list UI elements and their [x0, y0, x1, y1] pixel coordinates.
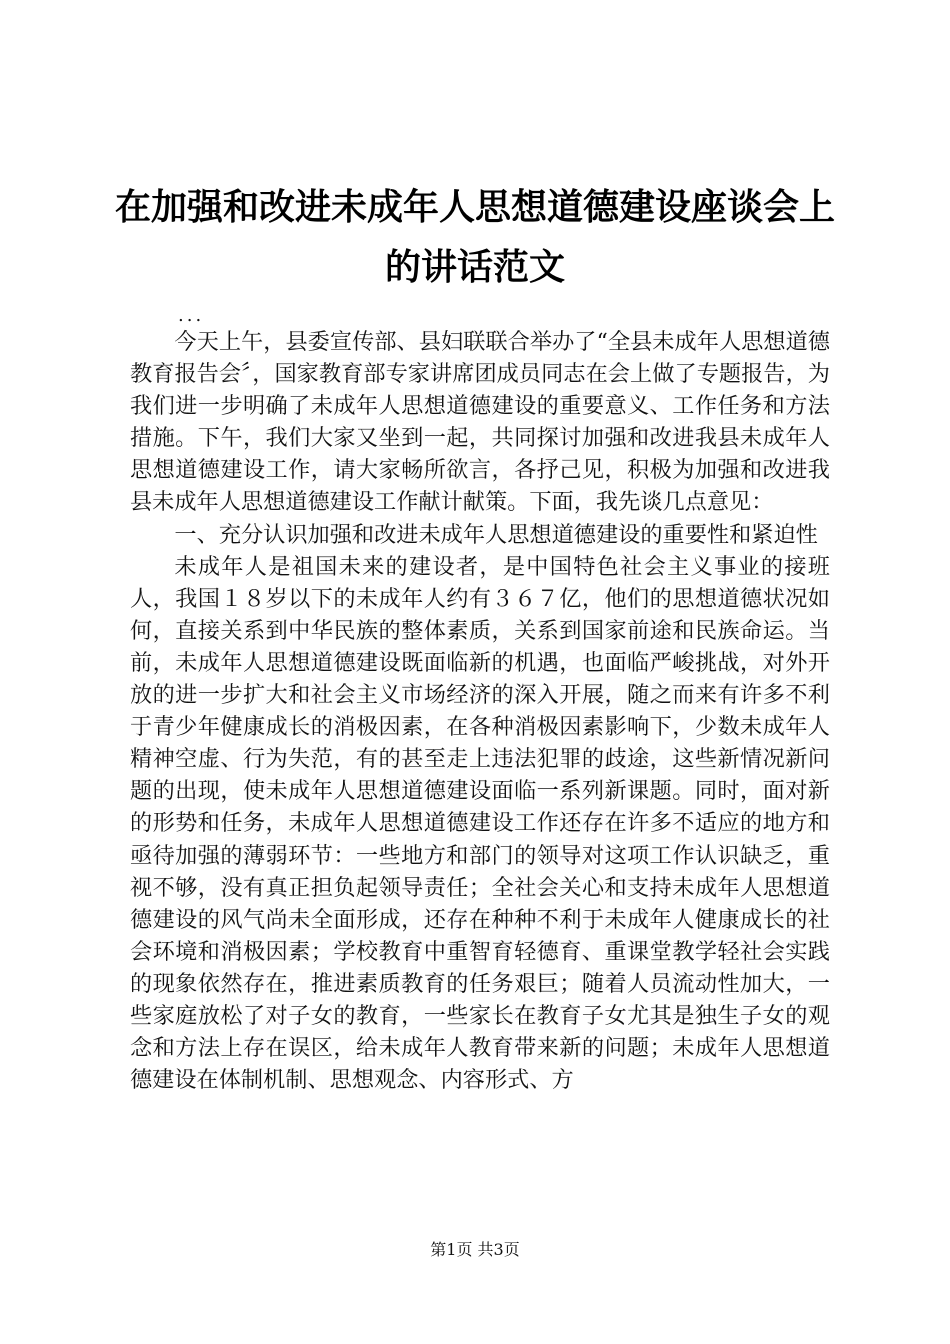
paragraph-section-1: 未成年人是祖国未来的建设者，是中国特色社会主义事业的接班人，我国１８岁以下的未成年人约有３６７亿，他们的思想道德状况如何，直接关系到中华民族的整体素质，关系到国家前途和民族命运。当前，未成年人思想道德建设既面临新的机遇，也面临严峻挑战，对外开放的进一步扩大和社会主义市场经济的深入开展，随之而来有许多不利于青少年健康成长的消极因素，在各种消极因素影响下，少数未成年人精神空虚、行为失范，有的甚至走上违法犯罪的歧途，这些新情况新问题的出现，使未成年人思想道德建设面临一系列新课题。同时，面对新的形势和任务，未成年人思想道德建设工作还存在许多不适应的地方和亟待加强的薄弱环节：一些地方和部门的领导对这项工作认识缺乏，重视不够，没有真正担负起领导责任；全社会关心和支持未成年人思想道德建设的风气尚未全面形成，还存在种种不利于未成年人健康成长的社会环境和消极因素；学校教育中重智育轻德育、重课堂教学轻社会实践的现象依然存在，推进素质教育的任务艰巨；随着人员流动性加大，一些家庭放松了对子女的教育，一些家长在教育子女尤其是独生子女的观念和方法上存在误区，给未成年人教育带来新的问题；未成年人思想道德建设在体制机制、思想观念、内容形式、方	[130, 553, 830, 1094]
title-line-1: 在加强和改进未成年人思想道德建设座谈会上	[114, 187, 835, 228]
page-footer: 第1页 共3页	[430, 1240, 520, 1259]
section-heading-1: 一、充分认识加强和改进未成年人思想道德建设的重要性和紧迫性	[174, 521, 818, 548]
ellipsis-marker: ...	[178, 305, 205, 326]
paragraph-intro: 今天上午，县委宣传部、县妇联联合举办了“全县未成年人思想道德教育报告会〞，国家教育部专家讲席团成员同志在会上做了专题报告，为我们进一步明确了未成年人思想道德建设的重要意义、工作任务和方法措施。下午，我们大家又坐到一起，共同探讨加强和改进我县未成年人思想道德建设工作，请大家畅所欲言，各抒己见，积极为加强和改进我县未成年人思想道德建设工作献计献策。下面，我先谈几点意见：	[130, 329, 830, 516]
title-line-2: 的讲话范文	[384, 247, 565, 288]
document-body	[130, 326, 830, 1096]
document-title	[110, 178, 840, 298]
